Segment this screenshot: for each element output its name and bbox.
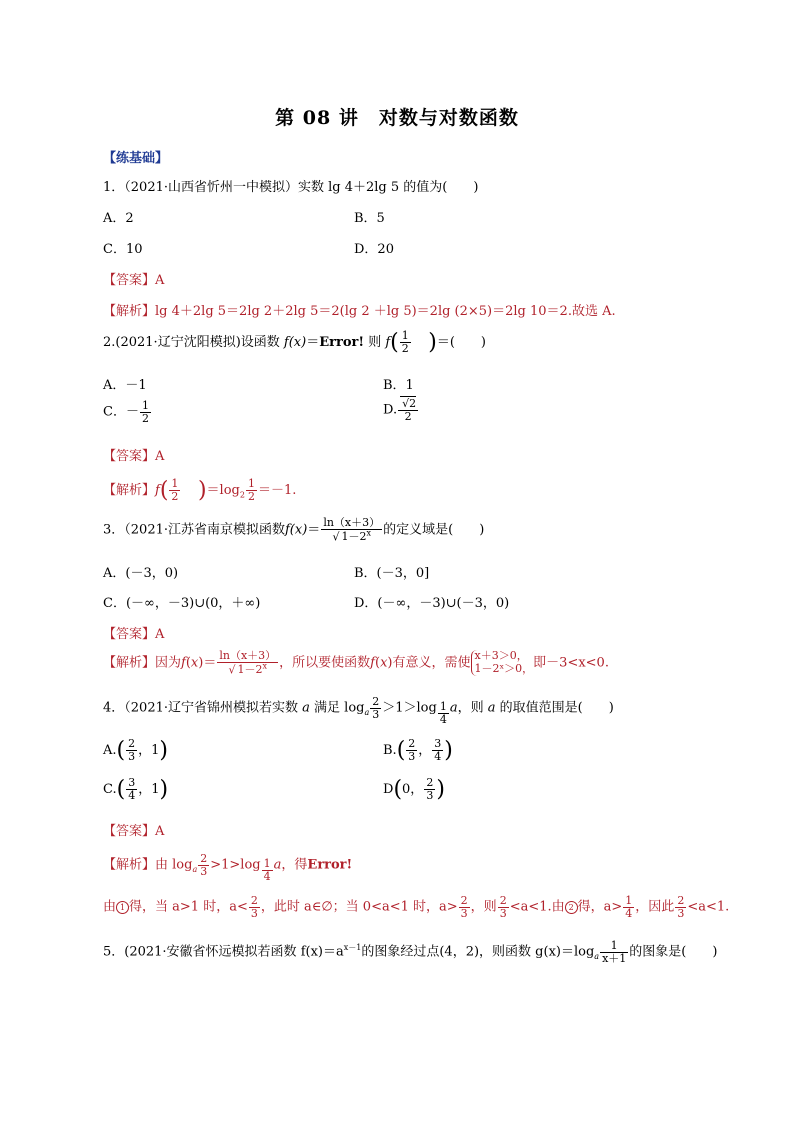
analysis-label: 【解析】 (103, 655, 156, 671)
error-text: Error! (307, 857, 353, 873)
error-text: Error! (319, 335, 365, 350)
analysis-label: 【解析】 (103, 304, 156, 319)
analysis-text: 有意义，需使 (392, 655, 471, 671)
analysis-text: 得，a> (577, 899, 623, 915)
q2-option-b: B．1 (383, 378, 414, 393)
answer-value: A (155, 627, 165, 642)
stem-text: 的图象经过点(4，2)，则函数 g(x)＝log (361, 944, 595, 960)
q1-option-d: D．20 (354, 242, 394, 257)
stem-text: 4．（2021·辽宁省锦州模拟若实数 (103, 700, 303, 716)
analysis-label: 【解析】 (103, 483, 156, 498)
stem-text: 2.(2021·辽宁沈阳模拟)设函数 (103, 335, 284, 350)
question-2-stem: 2.(2021·辽宁沈阳模拟)设函数 f(x)＝Error! 则 f( $\frac{1}{2}$ )＝( ) (103, 329, 487, 355)
q3-answer (103, 623, 164, 642)
q3-option-d: D．(－∞，－3)∪(－3，0) (354, 596, 510, 611)
stem-text: ，则 (457, 700, 488, 716)
q4-answer (103, 820, 164, 839)
q3-option-c: C．(－∞，－3)∪(0，＋∞) (103, 596, 261, 611)
section-label: 【练基础】 (103, 151, 169, 166)
analysis-text: <a<1.由 (509, 899, 565, 915)
q2-option-d: D. $\frac{√2}{2}$ (383, 397, 417, 423)
analysis-text: ，所以要使函数 (279, 655, 371, 671)
stem-text: 的取值范围是( ) (495, 700, 614, 716)
option-label: C. (103, 782, 117, 797)
stem-text: ＞1＞log (382, 700, 437, 716)
analysis-text: <a<1. (687, 899, 730, 915)
answer-label: 【答案】 (103, 824, 156, 839)
q3-analysis: 【解析】因为f(x)＝ $\frac{\ln(x+3)}{√ 1-2^x}$ ，所以要使函数f(x)有意义，需使 x＋3＞0， 1－2ˣ＞0，即－3<x<0. (103, 649, 609, 677)
q2-option-a: A．－1 (103, 378, 147, 393)
answer-value: A (155, 449, 165, 464)
stem-text: 的定义域是( ) (383, 522, 485, 538)
stem-text: 3．（2021·江苏省南京模拟函数 (103, 522, 285, 538)
analysis-text: 由 (103, 899, 117, 915)
q4-option-a: A.( $\frac{2}{3}$ ，1) (103, 737, 168, 763)
option-label: A. (103, 743, 117, 758)
function-f: f(x)＝a (300, 944, 344, 960)
q2-option-c: C．－ $\frac{1}{2}$ (103, 399, 149, 425)
stem-text: 5．(2021·安徽省怀远模拟若函数 (103, 944, 301, 960)
q1-option-a: A．2 (103, 211, 134, 226)
analysis-text: ，此时 a∈∅；当 0<a<1 时，a> (260, 899, 458, 915)
q3-option-a: A．(－3，0) (103, 566, 179, 581)
q3-option-b: B．(－3，0] (354, 566, 430, 581)
q1-option-b: B．5 (354, 211, 385, 226)
function-f: f(x) (283, 335, 307, 350)
analysis-text: 由 log (155, 857, 193, 873)
answer-value: A (155, 824, 165, 839)
equals: ＝ (306, 335, 320, 350)
q4-analysis: 【解析】由 $\log_a$ $\frac{2}{3}$ >1>log $_{\frac{1}{4}}$ a，得Error! (103, 852, 353, 883)
q2-analysis: 【解析】f( $\frac{1}{2}$ )$=\log_2$ $\frac{1}{2}$ ＝－1. (103, 477, 297, 503)
analysis-text: lg 4＋2lg 5＝2lg 2＋2lg 5＝2(lg 2 ＋lg 5)＝2lg (2×5)＝2lg 10＝2.故选 A. (155, 304, 616, 319)
answer-label: 【答案】 (103, 449, 156, 464)
q4-option-c: C.( $\frac{3}{4}$ ，1) (103, 776, 169, 802)
option-label: C．－ (103, 404, 139, 420)
analysis-text: 得，当 a>1 时，a< (129, 899, 248, 915)
question-4-stem: 4．（2021·辽宁省锦州模拟若实数 a 满足 $\log_a$ $\frac{2}{3}$ ＞1＞log $_{\frac{1}{4}}$ a，则 a 的取值范围是( ) (103, 695, 614, 726)
analysis-label: 【解析】 (103, 857, 156, 873)
analysis-text: ，因此 (635, 899, 675, 915)
q4-option-b: B.( $\frac{2}{3}$ ， $\frac{3}{4}$ ) (383, 737, 453, 763)
function-f: f(x) (285, 522, 308, 538)
q4-option-d: D(0， $\frac{2}{3}$ ) (383, 776, 445, 802)
answer-label: 【答案】 (103, 273, 156, 288)
option-label: D (383, 782, 394, 797)
stem-text: 满足 log (309, 700, 365, 716)
stem-text: ＝( ) (436, 335, 487, 350)
page-title: 第 08 讲 对数与对数函数 (275, 107, 519, 129)
q2-answer (103, 445, 164, 464)
question-1-stem: 1．（2021·山西省忻州一中模拟）实数 lg 4＋2lg 5 的值为( ) (103, 180, 479, 195)
stem-text: 则 (364, 335, 386, 350)
analysis-text: ，则 (470, 899, 497, 915)
q4-analysis-line2: 由 1 得，当 a>1 时，a< $\frac{2}{3}$ ，此时 a∈∅；当 0<a<1 时，a> $\frac{2}{3}$ ，则 $\frac{2}{3}$ <a<1.由 2 得，a> $\frac{1}{4}$ ，因此 $\frac{2}{3}$ <a<1. (103, 894, 730, 920)
q1-answer (103, 269, 164, 288)
question-5-stem: 5．(2021·安徽省怀远模拟若函数 $f(x)=a^{x-1}$的图象经过点(4，2)，则函数 $g(x)=\log_a$ $\frac{1}{x+1}$ 的图象是( ) (103, 939, 718, 965)
analysis-text: ＝log (206, 483, 240, 498)
analysis-text: 即－3<x<0. (533, 655, 609, 671)
fraction: $\frac{1}{2}$ (401, 329, 409, 355)
option-label: B. (383, 743, 397, 758)
stem-text: 的图象是( ) (629, 944, 718, 960)
exponent: x－1 (343, 943, 362, 953)
q1-option-c: C．10 (103, 242, 143, 257)
answer-value: A (155, 273, 165, 288)
analysis-text: >1>log (210, 857, 261, 873)
analysis-text: ＝－1. (257, 483, 297, 498)
system-brace: x＋3＞0， 1－2ˣ＞0， (471, 650, 534, 675)
analysis-text: 因为 (155, 655, 182, 671)
question-3-stem: 3．（2021·江苏省南京模拟函数f(x)＝ $\frac{\ln(x+3)}{√ 1-2^x}$ 的定义域是( ) (103, 516, 485, 544)
answer-label: 【答案】 (103, 627, 156, 642)
analysis-text: ，得 (281, 857, 308, 873)
q1-analysis (103, 300, 616, 319)
fraction: $\frac{\ln(x+3)}{√ 1-2^x}$ (323, 516, 381, 544)
option-label: D. (383, 402, 398, 418)
